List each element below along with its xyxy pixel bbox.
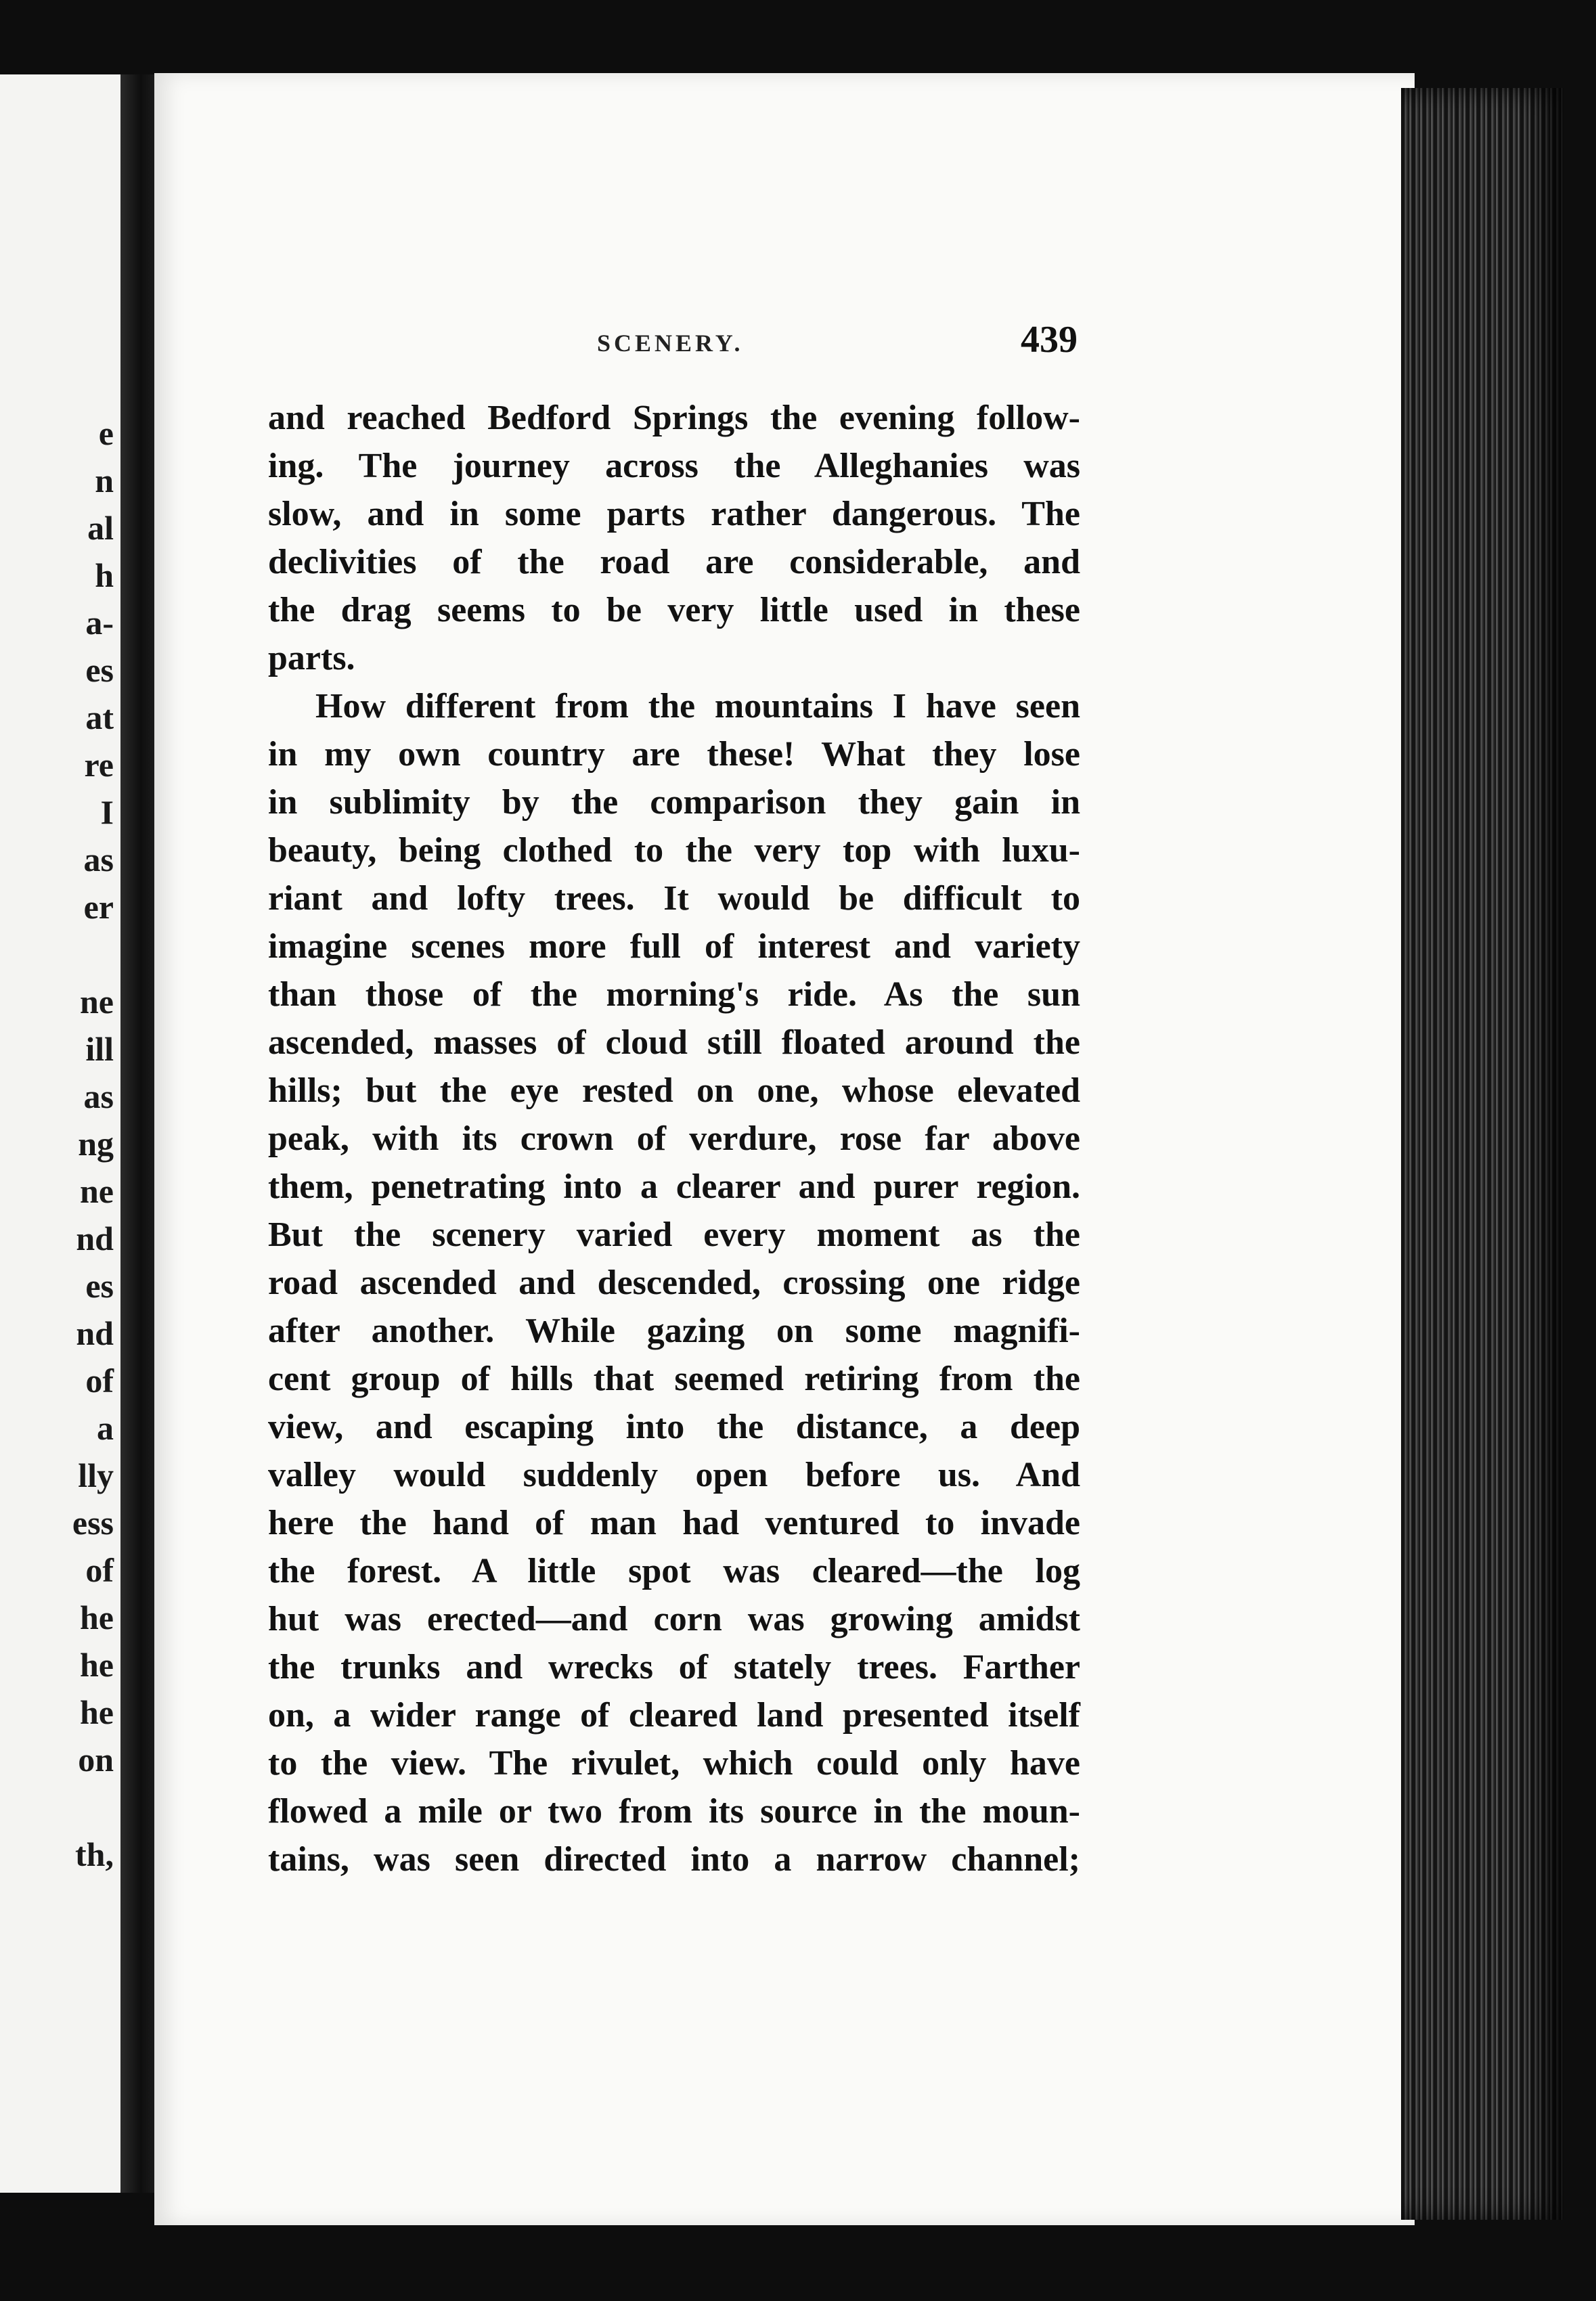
left-page-letters: re xyxy=(84,746,114,784)
text-line: than those of the morning's ride. As the sun xyxy=(268,975,1080,1014)
text-line: the forest. A little spot was cleared—the log xyxy=(268,1552,1080,1590)
left-page-letters: th, xyxy=(75,1835,114,1873)
left-page-letters: h xyxy=(95,556,114,594)
text-line: hut was erected—and corn was growing amidst xyxy=(268,1600,1080,1638)
text-line: ing. The journey across the Alleghanies was xyxy=(268,447,1080,485)
left-page-letters: es xyxy=(85,1267,114,1305)
book-gutter xyxy=(120,74,154,2193)
left-page-letters: e xyxy=(98,414,114,452)
left-page-letters: he xyxy=(80,1693,114,1731)
text-line: valley would suddenly open before us. And xyxy=(268,1456,1080,1494)
text-line: ascended, masses of cloud still floated around the xyxy=(268,1023,1080,1062)
text-line: road ascended and descended, crossing one ridge xyxy=(268,1264,1080,1302)
page-number: 439 xyxy=(1021,319,1078,361)
left-page-letters: n xyxy=(95,462,114,499)
left-page-letters: of xyxy=(85,1362,114,1400)
left-page-letters: I xyxy=(100,793,114,831)
text-line: them, penetrating into a clearer and purer region. xyxy=(268,1167,1080,1206)
text-line: beauty, being clothed to the very top with luxu- xyxy=(268,831,1080,870)
body-text xyxy=(268,394,1080,1883)
left-page-letters: ne xyxy=(80,983,114,1021)
left-page-letters: nd xyxy=(76,1220,114,1257)
left-page-letters: ill xyxy=(85,1030,114,1068)
text-line: view, and escaping into the distance, a deep xyxy=(268,1408,1080,1446)
left-page-letters: ne xyxy=(80,1172,114,1210)
text-line: hills; but the eye rested on one, whose elevated xyxy=(268,1071,1080,1110)
text-line: and reached Bedford Springs the evening follow- xyxy=(268,399,1080,437)
text-line: in my own country are these! What they lose xyxy=(268,735,1080,774)
left-page-letters: al xyxy=(87,509,114,547)
text-line: tains, was seen directed into a narrow channel; xyxy=(268,1840,1080,1879)
text-line: after another. While gazing on some magnifi- xyxy=(268,1312,1080,1350)
text-line: declivities of the road are considerable, and xyxy=(268,543,1080,581)
text-line: here the hand of man had ventured to invade xyxy=(268,1504,1080,1542)
left-page-letters: he xyxy=(80,1646,114,1684)
left-page-letters: lly xyxy=(78,1456,114,1494)
text-line: slow, and in some parts rather dangerous. The xyxy=(268,495,1080,533)
text-line: But the scenery varied every moment as the xyxy=(268,1215,1080,1254)
text-line: flowed a mile or two from its source in the moun- xyxy=(268,1792,1080,1831)
text-line: parts. xyxy=(268,639,355,677)
left-page-letters: as xyxy=(83,841,114,878)
left-page-letters: at xyxy=(85,698,114,736)
page-edges xyxy=(1401,88,1564,2220)
text-line: to the view. The rivulet, which could only have xyxy=(268,1744,1080,1783)
left-page-letters: a- xyxy=(85,604,114,642)
left-page-letters: on xyxy=(78,1741,114,1779)
left-page-letters: as xyxy=(83,1077,114,1115)
left-page-letters: er xyxy=(83,888,114,926)
left-page-letters: ng xyxy=(78,1125,114,1163)
text-line: How different from the mountains I have seen xyxy=(315,687,1080,725)
left-page-fragment xyxy=(0,74,120,2193)
text-line: in sublimity by the comparison they gain in xyxy=(268,783,1080,822)
text-line: imagine scenes more full of interest and variety xyxy=(268,927,1080,966)
left-page-letters: nd xyxy=(76,1314,114,1352)
text-line: peak, with its crown of verdure, rose far above xyxy=(268,1119,1080,1158)
left-page-letters: ess xyxy=(72,1504,114,1542)
left-page-letters: a xyxy=(97,1409,114,1447)
text-line: on, a wider range of cleared land presented itself xyxy=(268,1696,1080,1735)
left-page-letters: he xyxy=(80,1599,114,1636)
text-line: cent group of hills that seemed retiring from the xyxy=(268,1360,1080,1398)
text-line: the drag seems to be very little used in these xyxy=(268,591,1080,629)
left-page-letters: es xyxy=(85,651,114,689)
running-head: SCENERY. xyxy=(597,330,744,357)
left-page-letters: of xyxy=(85,1551,114,1589)
text-line: the trunks and wrecks of stately trees. Farther xyxy=(268,1648,1080,1686)
text-line: riant and lofty trees. It would be difficult to xyxy=(268,879,1080,918)
